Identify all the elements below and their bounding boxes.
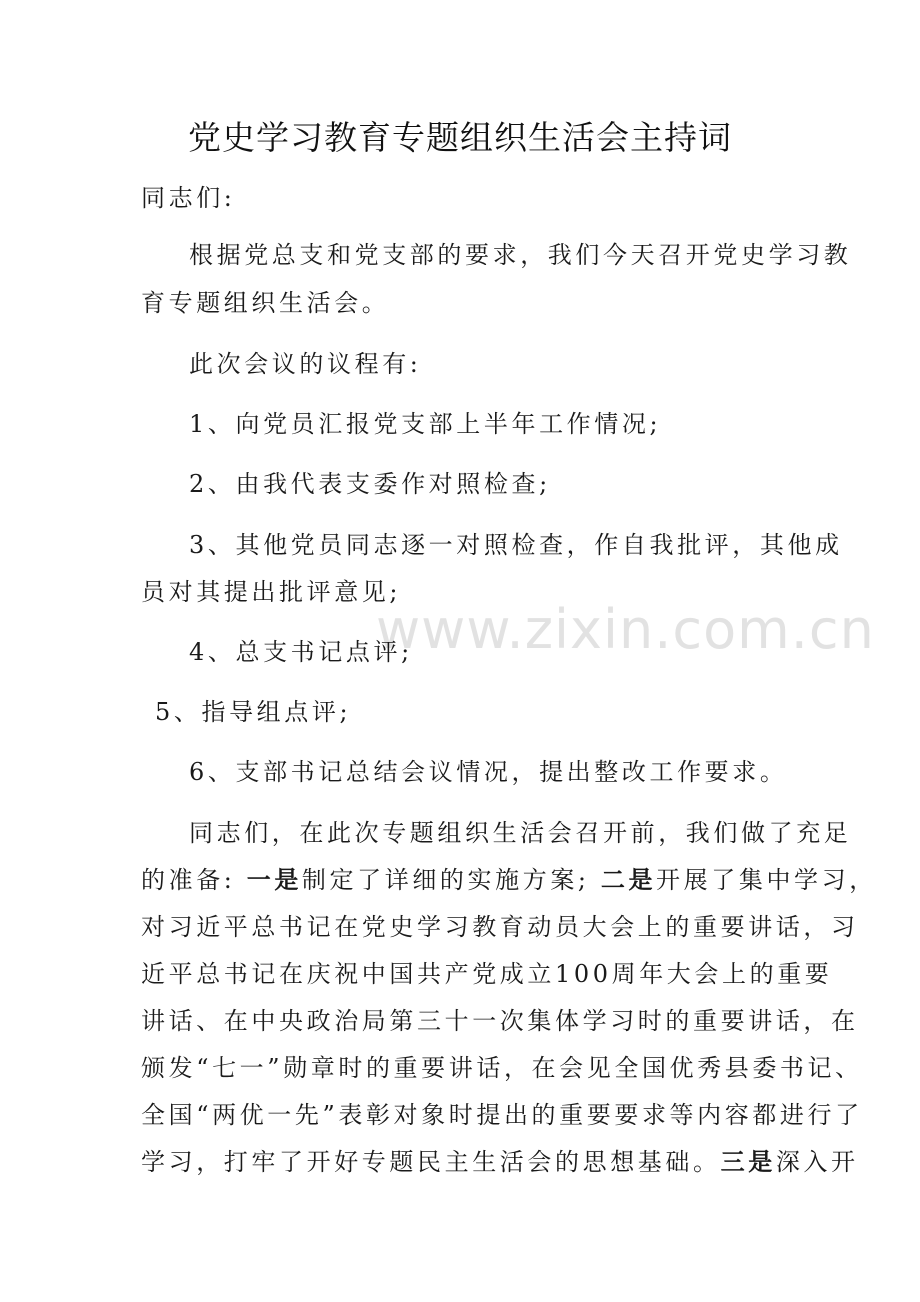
text-span: 深入开	[775, 1148, 859, 1176]
salutation: 同志们:	[141, 184, 236, 212]
text-span: 开展了集中学习，	[656, 866, 877, 894]
paragraph-line: 同志们，在此次专题组织生活会召开前，我们做了充足	[189, 819, 852, 847]
paragraph-line: 对习近平总书记在党史学习教育动员大会上的重要讲话，习	[141, 913, 859, 941]
paragraph-line: 此次会议的议程有:	[189, 350, 422, 378]
agenda-item: 4、总支书记点评;	[189, 638, 413, 666]
emphasis-text: 二是	[600, 865, 657, 894]
paragraph-line: 育专题组织生活会。	[141, 289, 390, 317]
paragraph-line: 颁发“七一”勋章时的重要讲话，在会见全国优秀县委书记、	[141, 1054, 863, 1082]
emphasis-text: 一是	[246, 865, 302, 894]
agenda-item: 员对其提出批评意见;	[141, 578, 402, 606]
paragraph-line: 根据党总支和党支部的要求，我们今天召开党史学习教	[189, 241, 852, 269]
agenda-item: 3、其他党员同志逐一对照检查，作自我批评，其他成	[189, 531, 843, 559]
paragraph-line	[141, 1147, 859, 1177]
text-span: 学习，打牢了开好专题民主生活会的思想基础。	[141, 1148, 721, 1176]
emphasis-text: 三是	[720, 1147, 776, 1176]
agenda-item: 1、向党员汇报党支部上半年工作情况;	[189, 410, 662, 438]
agenda-item: 6、支部书记总结会议情况，提出整改工作要求。	[189, 758, 788, 786]
paragraph-line: 讲话、在中央政治局第三十一次集体学习时的重要讲话，在	[141, 1007, 859, 1035]
paragraph-line: 全国“两优一先”表彰对象时提出的重要要求等内容都进行了	[141, 1101, 863, 1129]
text-span: 制定了详细的实施方案;	[301, 866, 601, 894]
agenda-item: 2、由我代表支委作对照检查;	[189, 470, 551, 498]
text-span: 的准备:	[141, 866, 247, 894]
agenda-item: 5、指导组点评;	[155, 698, 352, 726]
paragraph-line: 近平总书记在庆祝中国共产党成立100周年大会上的重要	[141, 960, 833, 988]
watermark: www.zixin.com.cn	[376, 598, 875, 661]
document-title: 党史学习教育专题组织生活会主持词	[188, 118, 732, 157]
paragraph-line	[141, 865, 877, 895]
